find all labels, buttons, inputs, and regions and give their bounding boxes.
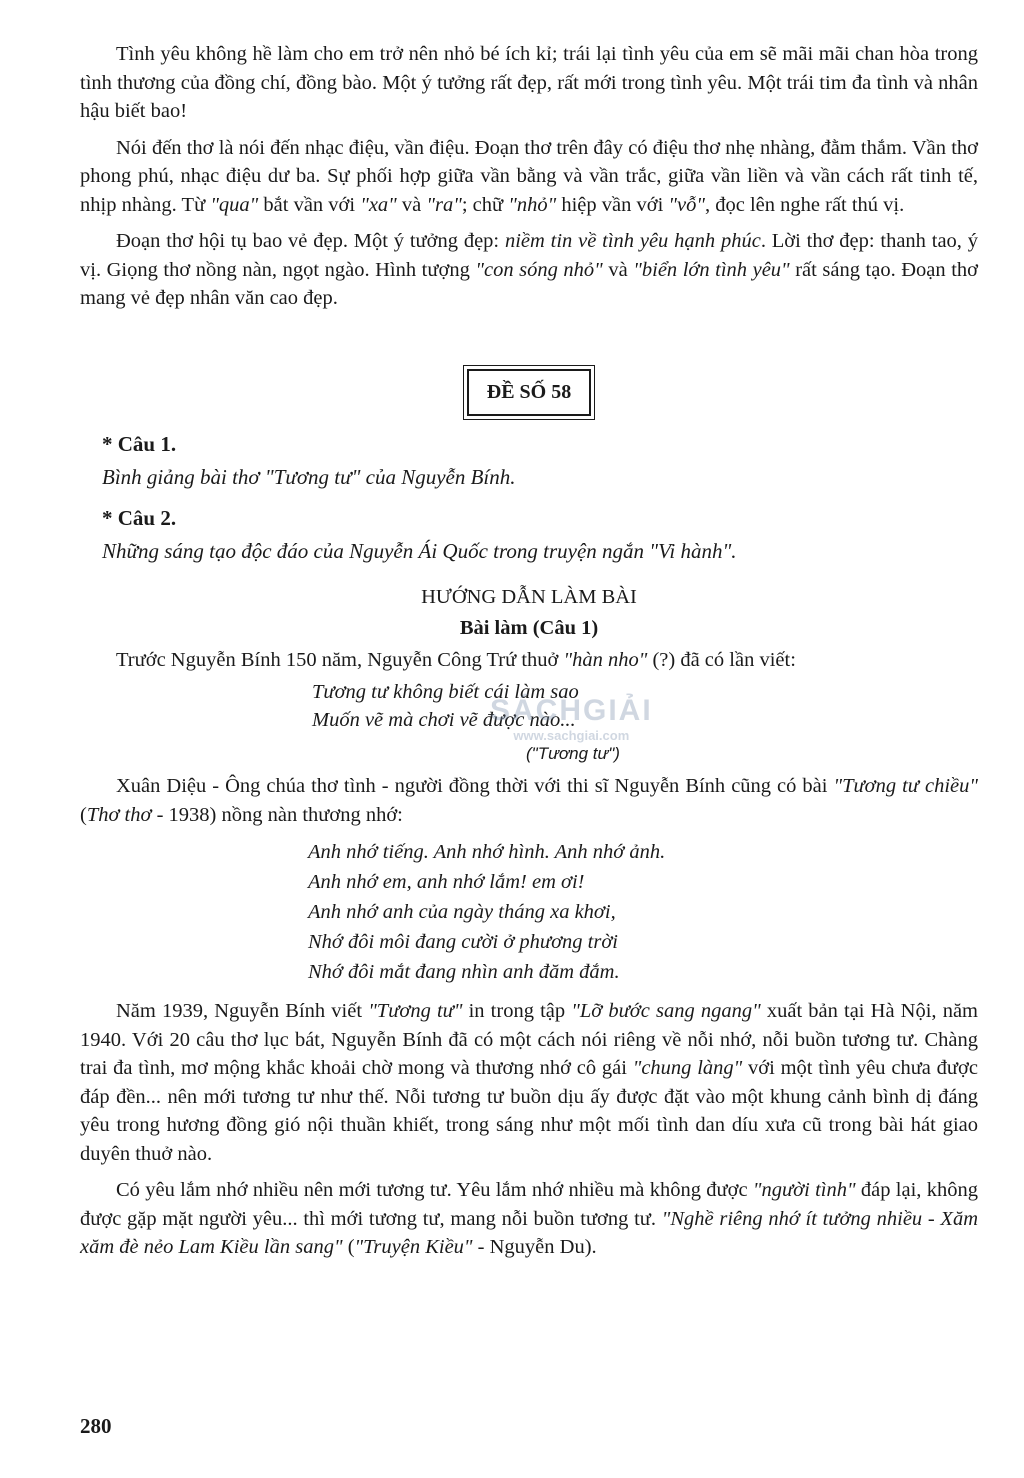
italic-run: "hàn nho" (563, 648, 648, 671)
italic-run: "Nghề riêng nhớ ít tưởng nhiều - Xăm xăm đè nẻo Lam Kiều lần sang" (80, 1207, 979, 1258)
poem-line: Nhớ đôi môi đang cười ở phương trời (308, 931, 618, 953)
watermark-url: www.sachgiai.com (513, 728, 630, 743)
intro-paragraph-1: Tình yêu không hề làm cho em trở nên nhỏ bé ích kỉ; trái lại tình yêu của em sẽ mãi mãi chan hòa trong tình thương của đồng chí, đồng bào. Một ý tưởng rất đẹp, rất mới trong tình yêu. Một trái tim đa tình và nhân hậu biết bao! (80, 43, 978, 122)
italic-run: "Tương tư chiều" (833, 775, 978, 797)
italic-run: "Truyện Kiều" (354, 1236, 473, 1258)
intro-paragraph-2 (80, 134, 978, 220)
exam-title-wrapper (80, 369, 978, 416)
text-run: Năm 1939, Nguyễn Bính viết (116, 1000, 369, 1022)
italic-run: "người tình" (752, 1179, 856, 1201)
watermark-logo-text: SÁCHGIẢI (490, 694, 653, 727)
italic-run: "vỗ" (668, 193, 705, 216)
text-run: in trong tập (462, 1000, 572, 1022)
poem-line: Muốn vẽ mà chơi vẽ được nào... (312, 709, 576, 731)
italic-run: "nhỏ" (508, 193, 557, 216)
poem-line: Anh nhớ tiếng. Anh nhớ hình. Anh nhớ ảnh. (308, 841, 666, 863)
text-run: và (602, 258, 634, 281)
text-run: - 1938) nồng nàn thương nhớ: (151, 803, 403, 826)
italic-run: "Lỡ bước sang ngang" (571, 1000, 761, 1022)
text-run: và (396, 193, 427, 216)
paragraph-1939 (80, 997, 978, 1168)
question-2-label: * Câu 2. (102, 505, 177, 530)
text-run: ( (80, 803, 87, 826)
question-2-text: Những sáng tạo độc đáo của Nguyễn Ái Quốc trong truyện ngắn "Vi hành". (102, 538, 737, 563)
poem-2 (308, 837, 978, 987)
text-run: với một tình yêu chưa được đáp đền... nên mới tương tư như thế. Nỗi tương tư buồn dịu ấy được đặt vào một khung cảnh bình dị đáng yêu trong hương đồng gió nội thuần khiết, trong sáng như một mối tình dan díu xưa cũ trong bài hát giao duyên thuở nào. (80, 1057, 978, 1165)
italic-run: "qua" (210, 193, 259, 216)
italic-run: "con sóng nhỏ" (475, 258, 603, 281)
question-1-label: * Câu 1. (102, 431, 177, 456)
text-run: - Nguyễn Du). (472, 1236, 597, 1258)
page-content (80, 40, 978, 1262)
text-run: Trước Nguyễn Bính 150 năm, Nguyễn Công Trứ thuở (116, 648, 564, 671)
text-run: Có yêu lắm nhớ nhiều nên mới tương tư. Yêu lắm nhớ nhiều mà không được (116, 1179, 753, 1201)
exam-title: ĐỀ SỐ 58 (467, 369, 591, 416)
text-run: Nói đến thơ là nói đến nhạc điệu, vần điệu. Đoạn thơ trên đây có điệu thơ nhẹ nhàng, đằm thắm. Vần thơ phong phú, nhạc điệu dư ba. Sự phối hợp giữa vần bằng và vần trắc, giữa vần liền và vần cách rất tinh tế, nhịp nhàng. Từ (80, 136, 978, 216)
paragraph-before-poem-1 (80, 646, 978, 675)
text-run: , đọc lên nghe rất thú vị. (705, 193, 905, 216)
italic-run: "chung làng" (632, 1057, 743, 1079)
paragraph-before-poem-2 (80, 772, 978, 829)
text-run: ; chữ (461, 193, 509, 216)
poem-line: Anh nhớ anh của ngày tháng xa khơi, (308, 901, 616, 923)
text-run: Đoạn thơ hội tụ bao vẻ đẹp. Một ý tưởng đẹp: (116, 230, 505, 252)
italic-run: "ra" (426, 193, 462, 216)
text-run: hiệp vần với (556, 193, 669, 216)
italic-run: "biển lớn tình yêu" (633, 258, 790, 281)
poem-line: Tương tư không biết cái làm sao (312, 681, 579, 703)
text-run: rất sáng tạo. Đoạn thơ mang vẻ đẹp nhân văn cao đẹp. (80, 258, 978, 309)
italic-run: niềm tin về tình yêu hạnh phúc (504, 230, 761, 252)
poem-1-source: ("Tương tư") (526, 744, 620, 763)
text-run: . Lời thơ đẹp: thanh tao, ý vị. Giọng thơ nồng nàn, ngọt ngào. Hình tượng (80, 230, 978, 281)
italic-run: "Tương tư" (368, 1000, 463, 1022)
poem-line: Anh nhớ em, anh nhớ lắm! em ơi! (308, 871, 585, 893)
page-number: 280 (80, 1414, 112, 1438)
text-run: (?) đã có lần viết: (647, 648, 796, 671)
question-1-text: Bình giảng bài thơ "Tương tư" của Nguyễn Bính. (102, 464, 516, 489)
italic-run: Thơ thơ (86, 803, 152, 826)
paragraph-last (80, 1176, 978, 1262)
watermark (490, 694, 653, 743)
text-run: đáp lại, không được gặp mặt người yêu... thì mới tương tư, mang nỗi buồn tương tư. (80, 1179, 978, 1230)
text-run: ( (342, 1236, 355, 1258)
answer-heading: Bài làm (Câu 1) (459, 616, 599, 639)
italic-run: "xa" (360, 193, 397, 216)
guide-heading: HƯỚNG DẪN LÀM BÀI (421, 585, 637, 608)
poem-line: Nhớ đôi mắt đang nhìn anh đăm đắm. (308, 961, 620, 983)
text-run: xuất bản tại Hà Nội, năm 1940. Với 20 câu thơ lục bát, Nguyễn Bính đã có một cách nói riêng về nỗi nhớ, nỗi buồn tương tư. Chàng trai đa tình, mơ mộng khắc khoải chờ mong và thương nhớ cô gái (80, 1000, 978, 1079)
text-run: Xuân Diệu - Ông chúa thơ tình - người đồng thời với thi sĩ Nguyễn Bính cũng có bài (116, 775, 834, 797)
text-run: bắt vần với (258, 193, 361, 216)
intro-paragraph-3 (80, 227, 978, 313)
